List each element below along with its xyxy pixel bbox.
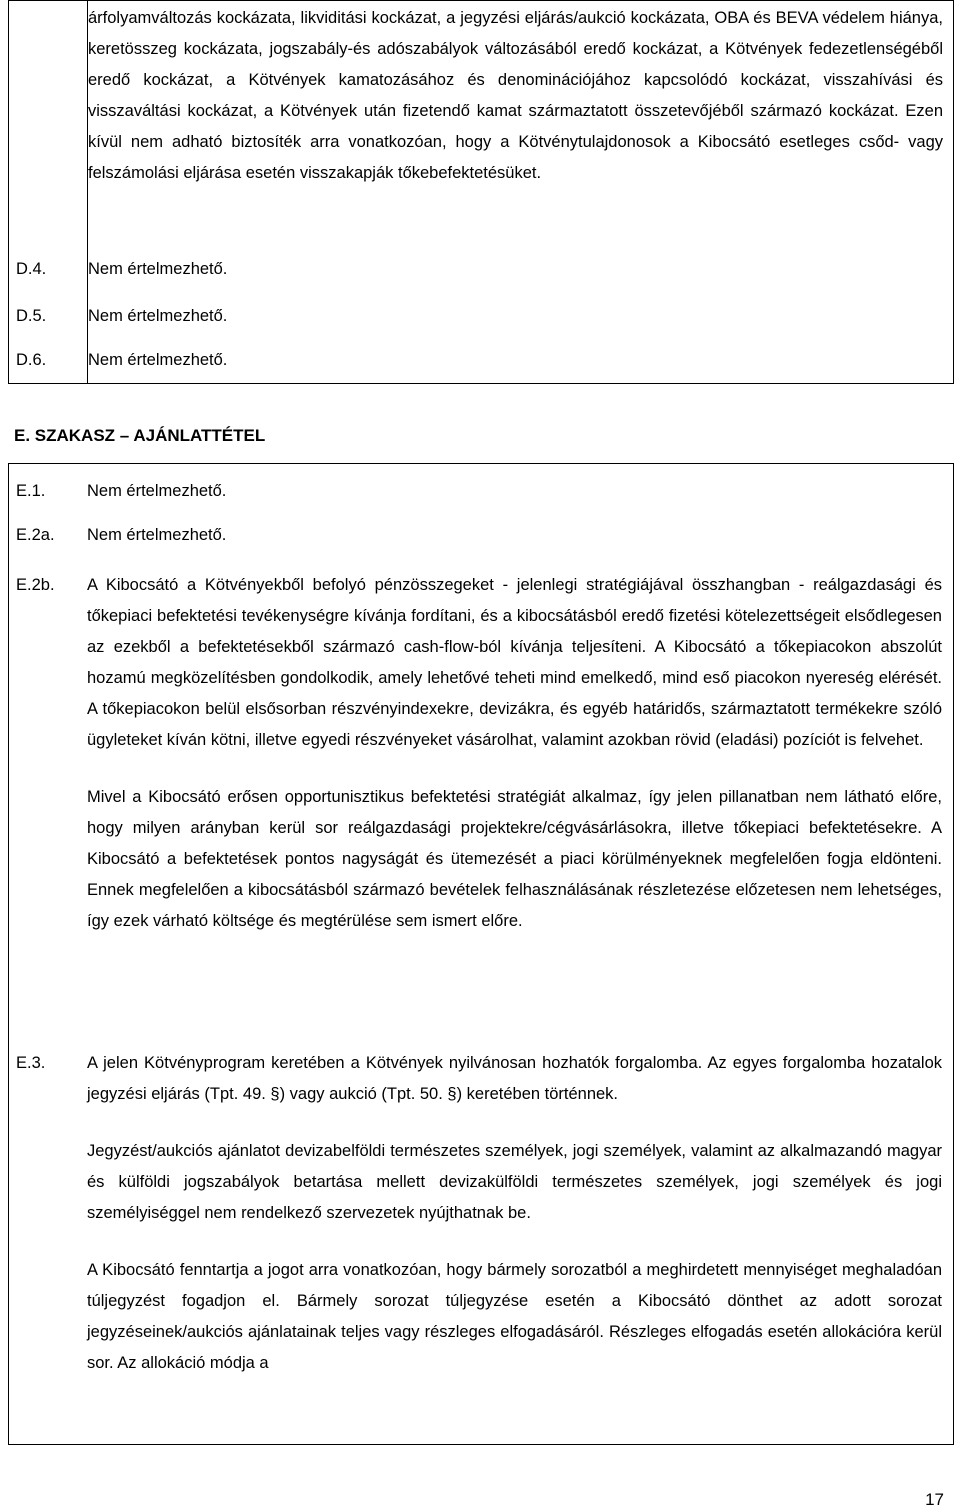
d6-label: D.6. — [16, 351, 47, 369]
d4-text: Nem értelmezhető. — [88, 260, 228, 278]
e3-label: E.3. — [16, 1054, 46, 1072]
e2a-text: Nem értelmezhető. — [87, 526, 227, 544]
d6-text: Nem értelmezhető. — [88, 351, 228, 369]
e1-row — [9, 476, 953, 520]
section-d-label-column — [9, 1, 88, 384]
e3-text — [87, 1048, 942, 1379]
e2b-row — [9, 570, 953, 1048]
e3-paragraph-1: A jelen Kötvényprogram keretében a Kötvények nyilvánosan hozhatók forgalomba. Az egyes forgalomba hozatalok jegyzési eljárás (Tpt. 49. §) vagy aukció (Tpt. 50. §) keretében történnek. — [87, 1054, 942, 1103]
page-number: 17 — [925, 1490, 944, 1509]
d5-label: D.5. — [16, 307, 47, 325]
e3-paragraph-2: Jegyzést/aukciós ajánlatot devizabelföldi természetes személyek, jogi személyek, valamint az alkalmazandó magyar és külföldi jogszabályok betartása mellett devizakülföldi természetes személyek, jogi személyek és jogi személyiséggel nem rendelkező szervezetek nyújthatnak be. — [87, 1142, 942, 1222]
e2b-paragraph-2: Mivel a Kibocsátó erősen opportunisztikus befektetési stratégiát alkalmaz, így jelen pillanatban nem látható előre, hogy milyen arányban kerül sor reálgazdasági projektekre/cégvásárlásokra, illetve tőkepiaci befektetésekre. A Kibocsátó a befektetések pontos nagyságát és ütemezését a piaci körülményeknek megfelelően fogja eldönteni. Ennek megfelelően a kibocsátásból származó bevételek felhasználásának részletezése előzetesen nem lehetséges, így ezek várható költsége és megtérülése sem ismert előre. — [87, 788, 942, 930]
e2a-label: E.2a. — [16, 526, 55, 544]
d4-label: D.4. — [16, 260, 47, 278]
e2a-row — [9, 520, 953, 570]
e3-paragraph-3: A Kibocsátó fenntartja a jogot arra vonatkozóan, hogy bármely sorozatból a meghirdetett mennyiséget meghaladóan túljegyzést fogadjon el. Bármely sorozat túljegyzése esetén a Kibocsátó dönthet az adott sorozat jegyzéseinek/aukciós ajánlatainak teljes vagy részleges elfogadásáról. Részleges elfogadás esetén allokációra kerül sor. Az allokáció módja a — [87, 1261, 942, 1372]
e1-text: Nem értelmezhető. — [87, 482, 227, 500]
section-e-body — [9, 464, 954, 1445]
e3-row — [9, 1048, 953, 1379]
section-d-text-column — [88, 1, 954, 384]
section-e-heading: E. SZAKASZ – AJÁNLATTÉTEL — [14, 426, 266, 445]
e2b-paragraph-1: A Kibocsátó a Kötvényekből befolyó pénzösszegeket - jelenlegi stratégiájával összhangban - reálgazdasági és tőkepiaci befektetési tevékenységre kívánja fordítani, és a kibocsátásból eredő fizetési kötelezettségeit elsődlegesen az ezekből a befektetésekből származó cash-flow-ból kívánja teljesíteni. A Kibocsátó a tőkepiacokon abszolút hozamú megközelítésben gondolkodik, amely lehetővé teheti mind emelkedő, mind eső piacokon nyereség elérését. A tőkepiacokon belül elsősorban részvényindexekre, devizákra, és egyéb határidős, származtatott termékekre szóló ügyleteket kíván kötni, illetve egyedi részvényeket vásárolhat, valamint azokban rövid (eladási) pozíciót is felvehet. — [87, 576, 942, 749]
section-e-table — [8, 463, 954, 1445]
section-d-table — [8, 0, 954, 384]
e1-label: E.1. — [16, 482, 46, 500]
e2b-text — [87, 570, 942, 1048]
e2b-label: E.2b. — [16, 576, 55, 594]
d-risk-continuation: árfolyamváltozás kockázata, likviditási kockázat, a jegyzési eljárás/aukció kockázata, OBA és BEVA védelem hiánya, keretösszeg kockázata, jogszabály-és adószabályok változásából eredő kockázat, a Kötvények fedezetlenségéből eredő kockázat, a Kötvények kamatozásához és denominációjához kapcsolódó kockázat, visszahívási és visszaváltási kockázat, a Kötvények után fizetendő kamat származtatott összetevőjéből származó kockázat. Ezen kívül nem adható biztosíték arra vonatkozóan, hogy a Kötvénytulajdonosok a Kibocsátó esetleges csőd- vagy felszámolási eljárása esetén visszakapják tőkebefektetésüket. — [88, 9, 943, 182]
d5-text: Nem értelmezhető. — [88, 307, 228, 325]
